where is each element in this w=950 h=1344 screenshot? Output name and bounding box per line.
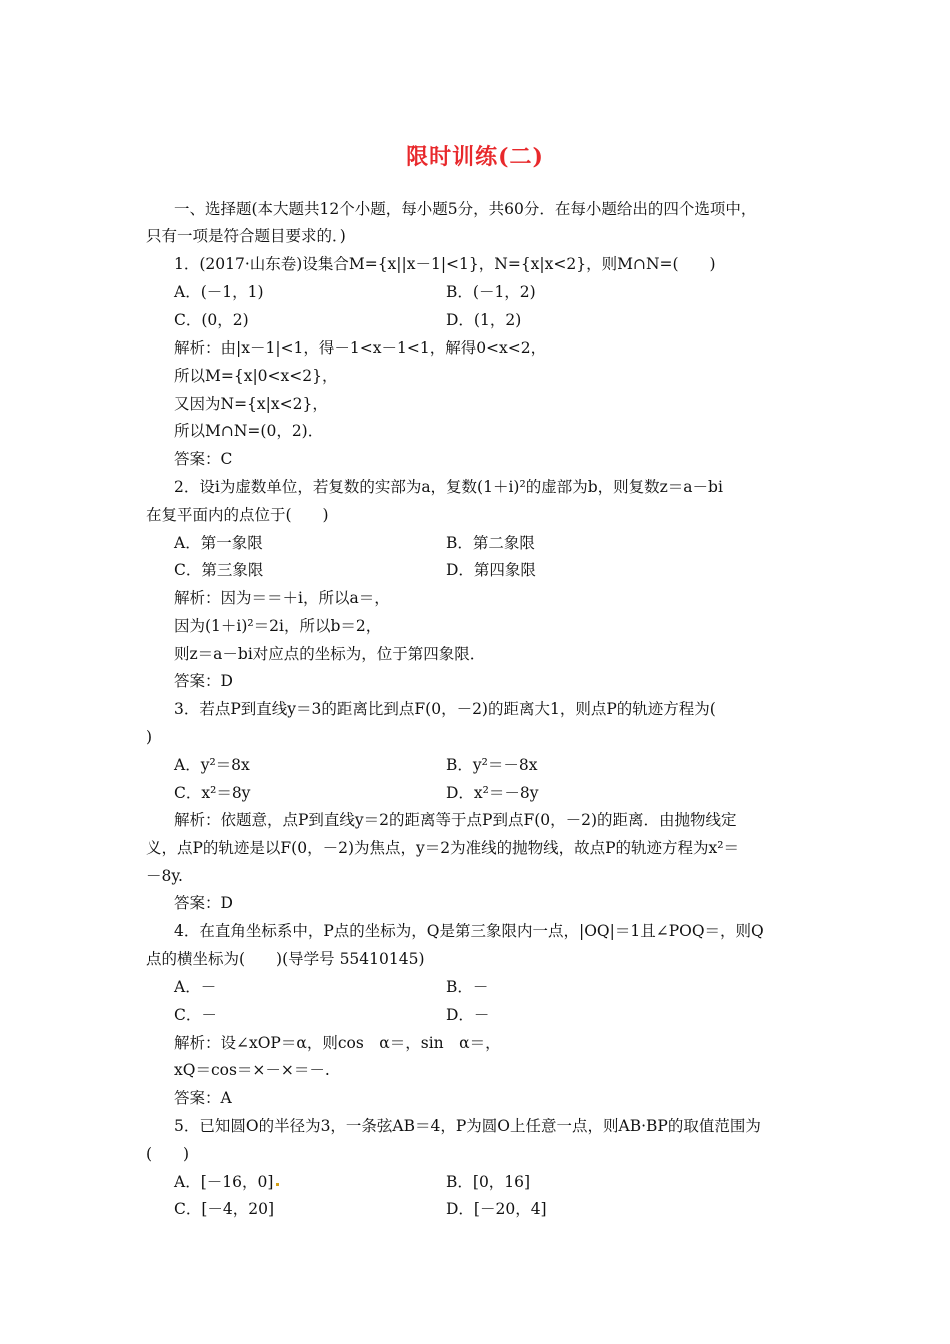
- option-c: C．(0，2): [174, 311, 249, 329]
- stray-mark: [276, 1183, 279, 1186]
- solution-line: 因为(1＋i)²＝2i，所以b＝2，: [174, 617, 382, 635]
- option-d: D．x²＝－8y: [446, 784, 539, 802]
- question-stem: 点的横坐标为( )(导学号 55410145): [146, 950, 425, 968]
- option-b: B．[0，16]: [446, 1173, 531, 1191]
- answer: 答案：A: [174, 1089, 232, 1107]
- question-stem: 3．若点P到直线y＝3的距离比到点F(0，－2)的距离大1，则点P的轨迹方程为(: [174, 700, 716, 718]
- option-d: D．[－20，4]: [446, 1200, 547, 1218]
- solution-line: 又因为N={x|x<2}，: [174, 395, 328, 413]
- option-d: D．第四象限: [446, 561, 536, 579]
- question-stem: 5．已知圆O的半径为3，一条弦AB＝4，P为圆O上任意一点，则AB·BP的取值范围为: [174, 1117, 761, 1135]
- answer: 答案：C: [174, 450, 233, 468]
- question-stem: 在复平面内的点位于( ): [146, 506, 329, 524]
- option-c: C．第三象限: [174, 561, 264, 579]
- solution-line: 义，点P的轨迹是以F(0，－2)为焦点，y＝2为准线的抛物线，故点P的轨迹方程为x²＝: [146, 839, 740, 857]
- option-a: A．y²＝8x: [174, 756, 250, 774]
- intro-line: 只有一项是符合题目要求的．): [146, 227, 346, 245]
- solution-line: 解析：由|x－1|<1，得－1<x－1<1，解得0<x<2，: [174, 339, 547, 357]
- option-b: B．－: [446, 978, 489, 996]
- option-b: B．(－1，2): [446, 283, 536, 301]
- solution-line: －8y.: [146, 867, 183, 885]
- solution-line: 所以M={x|0<x<2}，: [174, 367, 338, 385]
- answer: 答案：D: [174, 672, 233, 690]
- question-stem: ( ): [146, 1145, 190, 1163]
- option-a: A．[－16，0]: [174, 1173, 274, 1191]
- option-a: A．－: [174, 978, 217, 996]
- answer: 答案：D: [174, 894, 233, 912]
- solution-line: xQ＝cos＝×－×＝－.: [174, 1061, 330, 1079]
- solution-line: 解析：设∠xOP＝α，则cos α＝，sin α＝，: [174, 1034, 501, 1052]
- option-d: D．－: [446, 1006, 490, 1024]
- solution-line: 解析：依题意，点P到直线y＝2的距离等于点P到点F(0，－2)的距离．由抛物线定: [174, 811, 737, 829]
- option-c: C．[－4，20]: [174, 1200, 275, 1218]
- question-stem: 4．在直角坐标系中，P点的坐标为，Q是第三象限内一点，|OQ|＝1且∠POQ＝，则Q: [174, 922, 764, 940]
- question-stem: 2．设i为虚数单位，若复数的实部为a，复数(1＋i)²的虚部为b，则复数z＝a－bi: [174, 478, 723, 496]
- option-b: B．y²＝－8x: [446, 756, 538, 774]
- option-c: C．x²＝8y: [174, 784, 251, 802]
- question-stem: 1．(2017·山东卷)设集合M={x||x－1|<1}，N={x|x<2}，则M∩N=( ): [174, 255, 716, 273]
- question-stem: ): [146, 728, 153, 746]
- option-a: A．第一象限: [174, 534, 263, 552]
- option-a: A．(－1，1): [174, 283, 264, 301]
- solution-line: 则z＝a－bi对应点的坐标为，位于第四象限．: [174, 645, 486, 663]
- option-c: C．－: [174, 1006, 217, 1024]
- option-d: D．(1，2): [446, 311, 522, 329]
- solution-line: 解析：因为＝＝＋i，所以a＝，: [174, 589, 390, 607]
- solution-line: 所以M∩N=(0，2)．: [174, 422, 324, 440]
- intro-line: 一、选择题(本大题共12个小题，每小题5分，共60分．在每小题给出的四个选项中，: [174, 200, 757, 218]
- page-title: 限时训练(二): [406, 144, 544, 170]
- option-b: B．第二象限: [446, 534, 535, 552]
